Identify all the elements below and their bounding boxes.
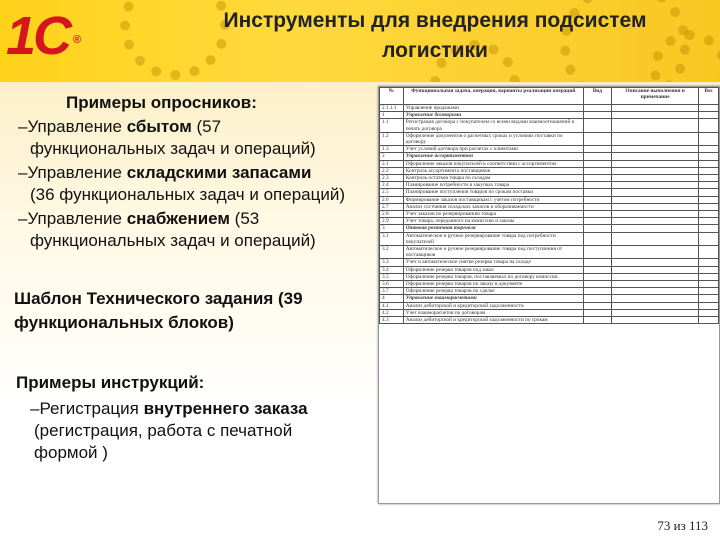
- table-row: [380, 175, 719, 182]
- row-kind-cell: [584, 266, 612, 273]
- table-row: [380, 246, 719, 259]
- row-description: Управление продажами: [403, 105, 583, 112]
- table-row: [380, 232, 719, 245]
- row-note-cell: [611, 225, 699, 232]
- row-weight-cell: [699, 153, 719, 160]
- row-description: Формирование заказов поставщикам с учетом потребности: [403, 196, 583, 203]
- table-row: [380, 182, 719, 189]
- row-description: Управление ассортиментом: [403, 153, 583, 160]
- row-description: Автоматическое и ручное резервирование товара под поступления от поставщиков: [403, 246, 583, 259]
- row-note-cell: [611, 112, 699, 119]
- row-note-cell: [611, 266, 699, 273]
- questionnaire-item-supply: –Управление снабжением (53: [18, 209, 260, 228]
- row-kind-cell: [584, 281, 612, 288]
- row-description: Учет товара, переданного на комиссию и заказы: [403, 218, 583, 225]
- row-kind-cell: [584, 273, 612, 280]
- row-note-cell: [611, 132, 699, 145]
- row-number: 2.1.1.1: [380, 105, 404, 112]
- instructions-heading: Примеры инструкций:: [16, 373, 205, 392]
- row-weight-cell: [699, 295, 719, 302]
- logo-1c: 1С ®: [6, 6, 79, 66]
- row-number: 2.3: [380, 175, 404, 182]
- table-row: [380, 119, 719, 132]
- row-description: Оформление резерва товаров по заказу в документе: [403, 281, 583, 288]
- questionnaire-document-image: [378, 86, 720, 504]
- table-row: [380, 259, 719, 266]
- row-description: Управление взаиморасчетами: [403, 295, 583, 302]
- row-weight-cell: [699, 218, 719, 225]
- row-kind-cell: [584, 203, 612, 210]
- table-row: [380, 160, 719, 167]
- row-kind-cell: [584, 309, 612, 316]
- row-note-cell: [611, 175, 699, 182]
- template-heading: Шаблон Технического задания (39: [14, 289, 303, 308]
- table-row: [380, 309, 719, 316]
- row-note-cell: [611, 218, 699, 225]
- row-number: 1.2: [380, 132, 404, 145]
- row-note-cell: [611, 167, 699, 174]
- row-note-cell: [611, 302, 699, 309]
- row-note-cell: [611, 153, 699, 160]
- row-number: 3.2: [380, 246, 404, 259]
- row-description: Учет условий договора при расчетах с клиентами: [403, 146, 583, 153]
- row-weight-cell: [699, 160, 719, 167]
- column-header: Вид: [584, 88, 612, 105]
- row-number: 2.6: [380, 196, 404, 203]
- row-kind-cell: [584, 175, 612, 182]
- row-kind-cell: [584, 288, 612, 295]
- template-heading-cont: функциональных блоков): [14, 313, 234, 332]
- row-number: 3.7: [380, 288, 404, 295]
- row-number: 3.3: [380, 259, 404, 266]
- row-description: Оформление резерва товаров по сделке: [403, 288, 583, 295]
- row-description: Анализ дебиторской и кредиторской задолженности: [403, 302, 583, 309]
- questionnaire-item-sales-detail: функциональных задач и операций): [30, 139, 316, 158]
- row-kind-cell: [584, 146, 612, 153]
- row-weight-cell: [699, 273, 719, 280]
- row-weight-cell: [699, 203, 719, 210]
- row-description: Планирование поступления товаров по срокам поставки: [403, 189, 583, 196]
- row-description: Контроль остатков товара по складам: [403, 175, 583, 182]
- row-weight-cell: [699, 266, 719, 273]
- row-number: 3.6: [380, 281, 404, 288]
- row-number: 1.1: [380, 119, 404, 132]
- row-number: 2.4: [380, 182, 404, 189]
- table-body: [380, 105, 719, 324]
- row-number: 2.7: [380, 203, 404, 210]
- row-number: 2.9: [380, 218, 404, 225]
- row-kind-cell: [584, 196, 612, 203]
- row-note-cell: [611, 189, 699, 196]
- row-kind-cell: [584, 225, 612, 232]
- row-note-cell: [611, 119, 699, 132]
- row-number: 1.3: [380, 146, 404, 153]
- row-description: Оформление резерва товаров под заказ: [403, 266, 583, 273]
- row-note-cell: [611, 232, 699, 245]
- row-weight-cell: [699, 112, 719, 119]
- row-note-cell: [611, 105, 699, 112]
- row-kind-cell: [584, 317, 612, 324]
- row-kind-cell: [584, 182, 612, 189]
- row-note-cell: [611, 295, 699, 302]
- table-row: [380, 302, 719, 309]
- row-description: Контроль ассортимента поставщиков: [403, 167, 583, 174]
- row-note-cell: [611, 281, 699, 288]
- row-note-cell: [611, 160, 699, 167]
- row-note-cell: [611, 146, 699, 153]
- row-kind-cell: [584, 232, 612, 245]
- table-row: [380, 203, 719, 210]
- row-description: Управление договорами: [403, 112, 583, 119]
- row-kind-cell: [584, 246, 612, 259]
- instruction-item-detail: (регистрация, работа с печатной: [34, 421, 293, 440]
- row-description: Учет заказов по резервированию товара: [403, 211, 583, 218]
- row-kind-cell: [584, 132, 612, 145]
- row-description: Оптовая розничная торговля: [403, 225, 583, 232]
- instruction-item-order: –Регистрация внутреннего заказа: [30, 399, 308, 418]
- table-row: [380, 317, 719, 324]
- row-kind-cell: [584, 302, 612, 309]
- row-description: Оформление резерва товаров, поставляемых по договору комиссии: [403, 273, 583, 280]
- row-number: 4.2: [380, 309, 404, 316]
- table-row: [380, 189, 719, 196]
- row-weight-cell: [699, 105, 719, 112]
- row-kind-cell: [584, 112, 612, 119]
- row-kind-cell: [584, 259, 612, 266]
- row-note-cell: [611, 259, 699, 266]
- row-number: 2.5: [380, 189, 404, 196]
- row-weight-cell: [699, 146, 719, 153]
- row-kind-cell: [584, 211, 612, 218]
- table-row: [380, 153, 719, 160]
- questionnaire-item-warehouse: –Управление складскими запасами: [18, 163, 312, 182]
- row-description: Оформление заказов покупателей в соответствии с ассортиментом: [403, 160, 583, 167]
- table-row: [380, 146, 719, 153]
- row-kind-cell: [584, 119, 612, 132]
- row-kind-cell: [584, 218, 612, 225]
- column-header: №: [380, 88, 404, 105]
- row-note-cell: [611, 246, 699, 259]
- row-weight-cell: [699, 211, 719, 218]
- row-note-cell: [611, 317, 699, 324]
- table-header-row: [380, 88, 719, 105]
- row-kind-cell: [584, 167, 612, 174]
- row-note-cell: [611, 273, 699, 280]
- row-number: 4: [380, 295, 404, 302]
- row-weight-cell: [699, 189, 719, 196]
- table-row: [380, 196, 719, 203]
- row-number: 3: [380, 225, 404, 232]
- row-weight-cell: [699, 182, 719, 189]
- row-number: 4.1: [380, 302, 404, 309]
- row-note-cell: [611, 288, 699, 295]
- row-weight-cell: [699, 281, 719, 288]
- row-note-cell: [611, 182, 699, 189]
- row-weight-cell: [699, 309, 719, 316]
- row-note-cell: [611, 203, 699, 210]
- row-number: 2.8: [380, 211, 404, 218]
- header-banner: [0, 0, 720, 82]
- row-description: Оформление документов о расчетных сроках и условиях поставки по договору: [403, 132, 583, 145]
- row-number: 2: [380, 153, 404, 160]
- row-kind-cell: [584, 160, 612, 167]
- row-number: 2.1: [380, 160, 404, 167]
- row-description: Учет и автоматическое снятие резерва товара на складе: [403, 259, 583, 266]
- table-row: [380, 281, 719, 288]
- row-weight-cell: [699, 196, 719, 203]
- row-kind-cell: [584, 153, 612, 160]
- row-weight-cell: [699, 225, 719, 232]
- questionnaire-table: [379, 87, 719, 324]
- row-weight-cell: [699, 167, 719, 174]
- table-row: [380, 218, 719, 225]
- questionnaires-heading: Примеры опросников:: [66, 93, 257, 112]
- row-number: 4.3: [380, 317, 404, 324]
- table-row: [380, 288, 719, 295]
- row-description: Регистрация договора с покупателем со всеми видами взаимоотношений и печать договора: [403, 119, 583, 132]
- table-row: [380, 112, 719, 119]
- row-kind-cell: [584, 105, 612, 112]
- row-number: 3.5: [380, 273, 404, 280]
- table-row: [380, 225, 719, 232]
- row-weight-cell: [699, 317, 719, 324]
- row-weight-cell: [699, 119, 719, 132]
- table-row: [380, 266, 719, 273]
- row-description: Учет взаиморасчетов по договорам: [403, 309, 583, 316]
- row-note-cell: [611, 196, 699, 203]
- row-number: 1: [380, 112, 404, 119]
- table-row: [380, 211, 719, 218]
- row-weight-cell: [699, 132, 719, 145]
- table-row: [380, 295, 719, 302]
- page-number: 73 из 113: [657, 518, 708, 533]
- questionnaire-item-supply-detail: функциональных задач и операций): [30, 231, 316, 250]
- row-kind-cell: [584, 189, 612, 196]
- table-row: [380, 273, 719, 280]
- row-weight-cell: [699, 302, 719, 309]
- table-row: [380, 167, 719, 174]
- column-header: Описание выполнения и примечание: [611, 88, 699, 105]
- row-weight-cell: [699, 232, 719, 245]
- table-row: [380, 105, 719, 112]
- row-kind-cell: [584, 295, 612, 302]
- column-header: Функциональная задача, операция, варианты реализации операций: [403, 88, 583, 105]
- row-number: 3.1: [380, 232, 404, 245]
- row-weight-cell: [699, 175, 719, 182]
- row-weight-cell: [699, 288, 719, 295]
- instruction-item-detail-cont: формой ): [34, 443, 108, 462]
- registered-mark: ®: [73, 34, 79, 46]
- row-description: Анализ состояния складских запасов и оборачиваемости: [403, 203, 583, 210]
- questionnaire-item-warehouse-detail: (36 функциональных задач и операций): [30, 185, 346, 204]
- column-header: Вес: [699, 88, 719, 105]
- table-row: [380, 132, 719, 145]
- row-description: Планирование потребности в закупках товара: [403, 182, 583, 189]
- row-weight-cell: [699, 246, 719, 259]
- row-number: 3.4: [380, 266, 404, 273]
- row-note-cell: [611, 211, 699, 218]
- row-weight-cell: [699, 259, 719, 266]
- slide-title: Инструменты для внедрения подсистем логистики: [223, 9, 647, 62]
- row-note-cell: [611, 309, 699, 316]
- row-description: Анализ дебиторской и кредиторской задолженности по срокам: [403, 317, 583, 324]
- row-number: 2.2: [380, 167, 404, 174]
- row-description: Автоматическое и ручное резервирование товара под потребности покупателей: [403, 232, 583, 245]
- questionnaire-item-sales: –Управление сбытом (57: [18, 117, 222, 136]
